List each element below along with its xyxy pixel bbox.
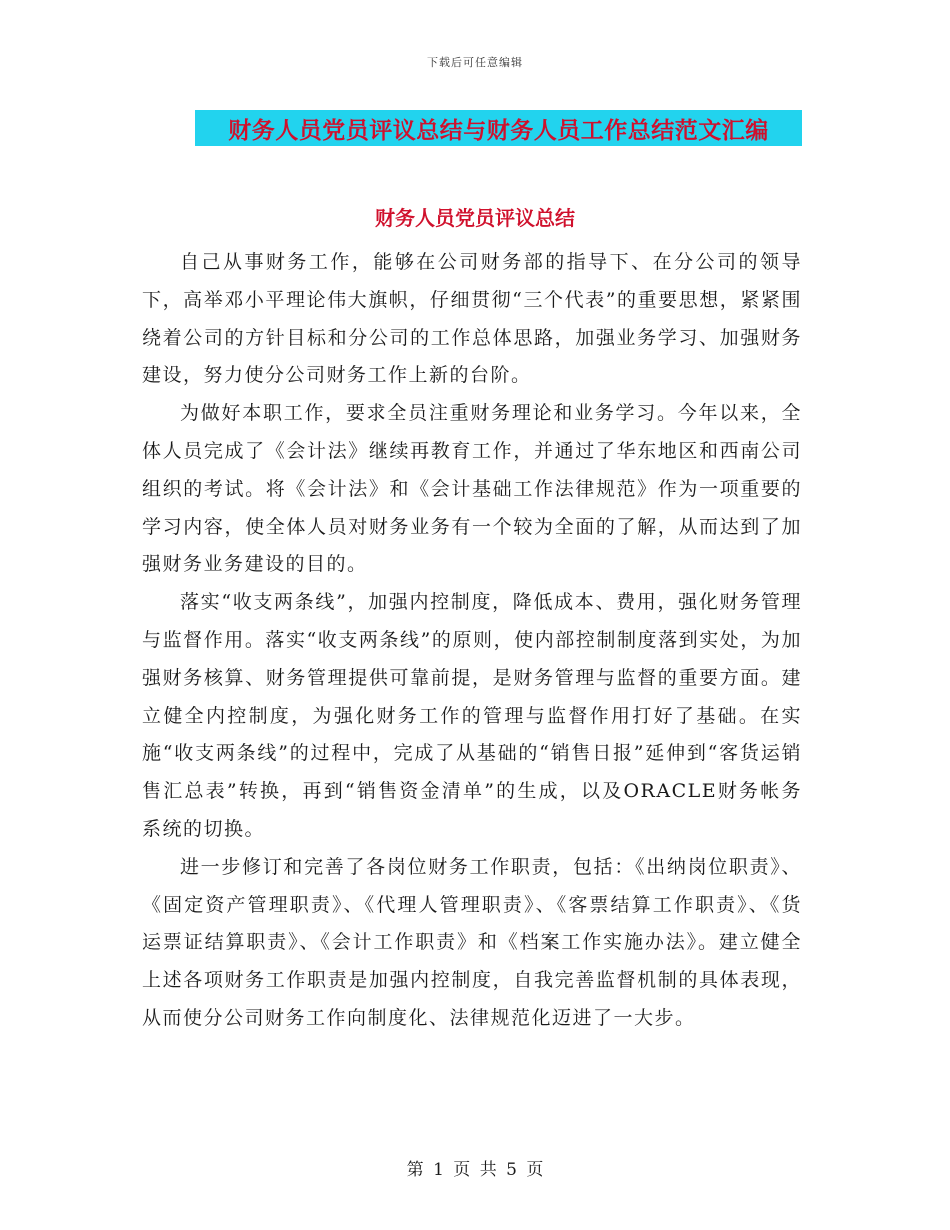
paragraph: 自己从事财务工作，能够在公司财务部的指导下、在分公司的领导下，高举邓小平理论伟大旗帜，仔细贯彻“三个代表”的重要思想，紧紧围绕着公司的方针目标和分公司的工作总体思路，加强业务学习、加强财务建设，努力使分公司财务工作上新的台阶。 bbox=[142, 251, 802, 387]
paragraph: 落实“收支两条线”，加强内控制度，降低成本、费用，强化财务管理与监督作用。落实“收支两条线”的原则，使内部控制制度落到实处，为加强财务核算、财务管理提供可靠前提，是财务管理与监督的重要方面。建立健全内控制度，为强化财务工作的管理与监督作用打好了基础。在实施“收支两条线”的过程中，完成了从基础的“销售日报”延伸到“客货运销售汇总表”转换，再到“销售资金清单”的生成，以及ORACLE财务帐务系统的切换。 bbox=[142, 591, 802, 840]
body-text bbox=[142, 244, 802, 1038]
paragraph: 进一步修订和完善了各岗位财务工作职责，包括：《出纳岗位职责》、《固定资产管理职责》、《代理人管理职责》、《客票结算工作职责》、《货运票证结算职责》、《会计工作职责》和《档案工作实施办法》。建立健全上述各项财务工作职责是加强内控制度，自我完善监督机制的具体表现，从而使分公司财务工作向制度化、法律规范化迈进了一大步。 bbox=[142, 855, 802, 1029]
section-title: 财务人员党员评议总结 bbox=[375, 206, 575, 230]
main-title: 财务人员党员评议总结与财务人员工作总结范文汇编 bbox=[228, 117, 769, 144]
header-note: 下载后可任意编辑 bbox=[427, 56, 523, 69]
main-title-highlight bbox=[195, 110, 802, 146]
page-footer: 第 1 页 共 5 页 bbox=[406, 1160, 544, 1180]
paragraph: 为做好本职工作，要求全员注重财务理论和业务学习。今年以来，全体人员完成了《会计法》继续再教育工作，并通过了华东地区和西南公司组织的考试。将《会计法》和《会计基础工作法律规范》作为一项重要的学习内容，使全体人员对财务业务有一个较为全面的了解，从而达到了加强财务业务建设的目的。 bbox=[142, 402, 802, 576]
